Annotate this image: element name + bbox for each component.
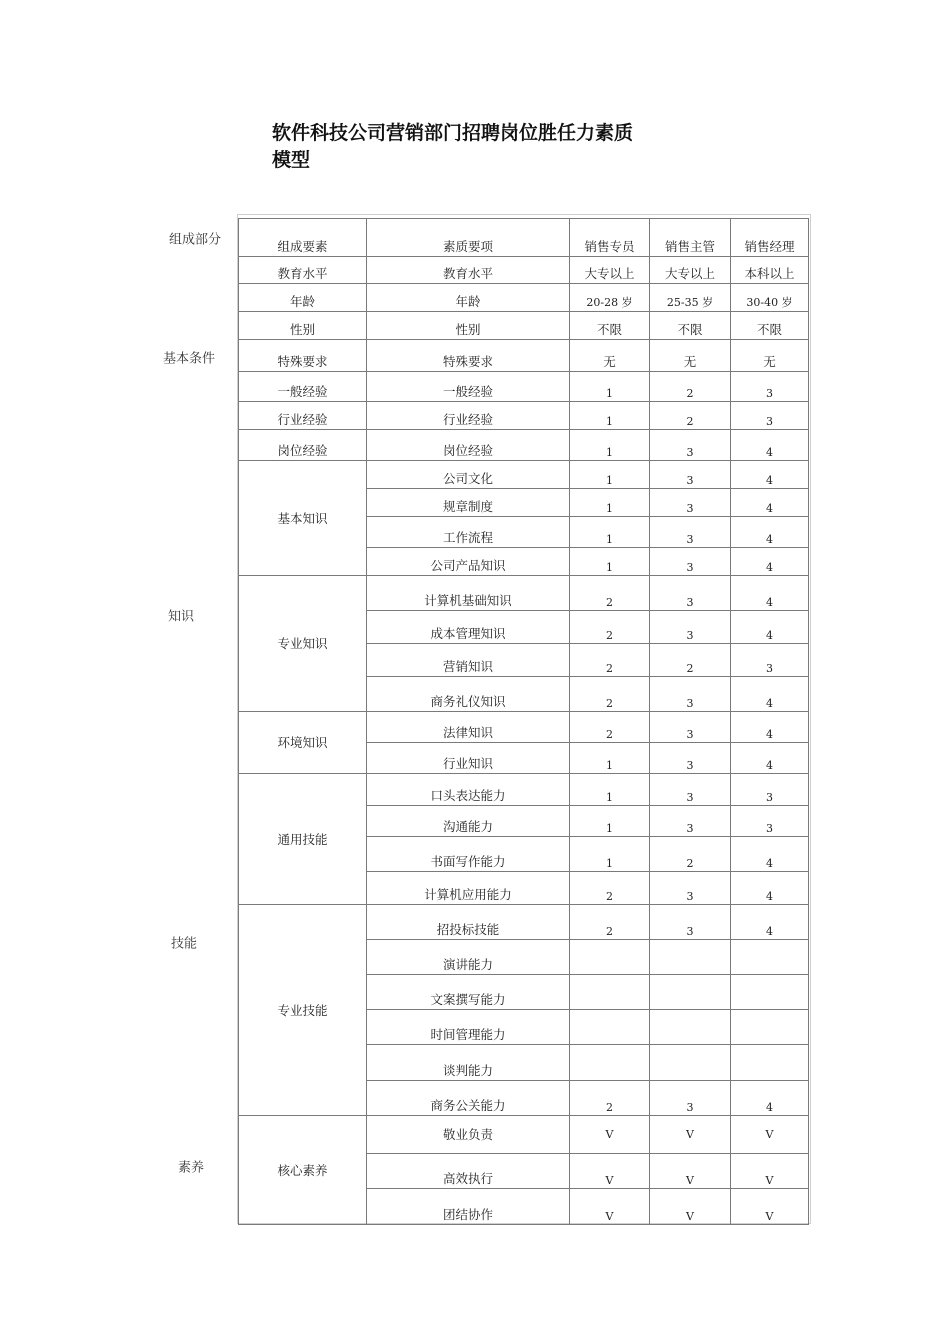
value-cell bbox=[570, 975, 650, 1010]
value-cell: 3 bbox=[650, 576, 731, 611]
value-cell: 3 bbox=[650, 905, 731, 940]
table-row bbox=[239, 461, 809, 489]
item-cell: 行业经验 bbox=[367, 402, 570, 430]
item-cell: 书面写作能力 bbox=[367, 837, 570, 872]
value-cell: 3 bbox=[650, 1081, 731, 1116]
value-cell: 25-35 岁 bbox=[650, 284, 731, 312]
value-cell: V bbox=[570, 1116, 650, 1154]
item-cell: 公司文化 bbox=[367, 461, 570, 489]
competency-table bbox=[238, 218, 809, 1225]
document-title bbox=[272, 120, 712, 174]
value-cell: 3 bbox=[731, 372, 809, 402]
value-cell: 20-28 岁 bbox=[570, 284, 650, 312]
value-cell: 4 bbox=[731, 517, 809, 548]
value-cell: 3 bbox=[650, 806, 731, 837]
value-cell: 2 bbox=[570, 712, 650, 743]
value-cell: 1 bbox=[570, 372, 650, 402]
value-cell bbox=[731, 1010, 809, 1045]
element-cell: 特殊要求 bbox=[239, 340, 367, 372]
value-cell: 3 bbox=[650, 712, 731, 743]
value-cell bbox=[731, 975, 809, 1010]
item-cell: 商务礼仪知识 bbox=[367, 677, 570, 712]
value-cell: 3 bbox=[731, 774, 809, 806]
table-row bbox=[239, 905, 809, 940]
item-cell: 高效执行 bbox=[367, 1154, 570, 1189]
element-cell: 一般经验 bbox=[239, 372, 367, 402]
value-cell: 3 bbox=[650, 548, 731, 576]
value-cell bbox=[570, 940, 650, 975]
section-label-basic: 基本条件 bbox=[162, 351, 216, 367]
value-cell: 1 bbox=[570, 489, 650, 517]
table-row bbox=[239, 712, 809, 743]
section-label-composition: 组成部分 bbox=[168, 232, 222, 248]
item-cell: 口头表达能力 bbox=[367, 774, 570, 806]
value-cell bbox=[570, 1045, 650, 1081]
value-cell: V bbox=[731, 1154, 809, 1189]
value-cell: 1 bbox=[570, 743, 650, 774]
value-cell: 3 bbox=[650, 489, 731, 517]
value-cell: 3 bbox=[650, 872, 731, 905]
value-cell: 4 bbox=[731, 489, 809, 517]
value-cell: 4 bbox=[731, 905, 809, 940]
section-label-quality: 素养 bbox=[177, 1160, 205, 1176]
item-cell: 团结协作 bbox=[367, 1189, 570, 1225]
value-cell: 3 bbox=[731, 644, 809, 677]
group-cell: 基本知识 bbox=[239, 461, 367, 576]
value-cell: V bbox=[731, 1116, 809, 1154]
value-cell bbox=[650, 1045, 731, 1081]
value-cell: 不限 bbox=[650, 312, 731, 340]
section-label-skills: 技能 bbox=[170, 936, 198, 952]
value-cell: 4 bbox=[731, 461, 809, 489]
item-cell: 沟通能力 bbox=[367, 806, 570, 837]
group-cell: 通用技能 bbox=[239, 774, 367, 905]
value-cell: 4 bbox=[731, 872, 809, 905]
value-cell: 不限 bbox=[731, 312, 809, 340]
value-cell: 1 bbox=[570, 837, 650, 872]
header-level-specialist: 销售专员 bbox=[570, 219, 650, 257]
table-row bbox=[239, 1116, 809, 1154]
table-row bbox=[239, 284, 809, 312]
value-cell: 2 bbox=[570, 611, 650, 644]
value-cell bbox=[731, 1045, 809, 1081]
item-cell: 计算机应用能力 bbox=[367, 872, 570, 905]
value-cell: 4 bbox=[731, 743, 809, 774]
item-cell: 谈判能力 bbox=[367, 1045, 570, 1081]
value-cell bbox=[650, 1010, 731, 1045]
item-cell: 法律知识 bbox=[367, 712, 570, 743]
value-cell: 2 bbox=[650, 644, 731, 677]
item-cell: 教育水平 bbox=[367, 257, 570, 284]
item-cell: 公司产品知识 bbox=[367, 548, 570, 576]
value-cell: 4 bbox=[731, 430, 809, 461]
item-cell: 计算机基础知识 bbox=[367, 576, 570, 611]
value-cell: 3 bbox=[650, 743, 731, 774]
group-cell: 专业知识 bbox=[239, 576, 367, 712]
item-cell: 文案撰写能力 bbox=[367, 975, 570, 1010]
value-cell: 4 bbox=[731, 548, 809, 576]
item-cell: 年龄 bbox=[367, 284, 570, 312]
item-cell: 规章制度 bbox=[367, 489, 570, 517]
item-cell: 行业知识 bbox=[367, 743, 570, 774]
table-row bbox=[239, 774, 809, 806]
item-cell: 时间管理能力 bbox=[367, 1010, 570, 1045]
section-label-knowledge: 知识 bbox=[167, 609, 195, 625]
value-cell: 4 bbox=[731, 712, 809, 743]
value-cell: 大专以上 bbox=[570, 257, 650, 284]
value-cell: 1 bbox=[570, 430, 650, 461]
value-cell: 2 bbox=[570, 1081, 650, 1116]
value-cell: 2 bbox=[570, 677, 650, 712]
header-item: 素质要项 bbox=[367, 219, 570, 257]
value-cell: 3 bbox=[731, 806, 809, 837]
value-cell: V bbox=[731, 1189, 809, 1225]
header-level-manager: 销售经理 bbox=[731, 219, 809, 257]
title-line-1: 软件科技公司营销部门招聘岗位胜任力素质 bbox=[272, 122, 634, 144]
value-cell: V bbox=[650, 1116, 731, 1154]
value-cell: 2 bbox=[650, 372, 731, 402]
title-line-2: 模型 bbox=[272, 149, 311, 171]
value-cell: 1 bbox=[570, 806, 650, 837]
value-cell: 3 bbox=[650, 677, 731, 712]
item-cell: 工作流程 bbox=[367, 517, 570, 548]
value-cell: 3 bbox=[650, 430, 731, 461]
value-cell bbox=[731, 940, 809, 975]
value-cell: 大专以上 bbox=[650, 257, 731, 284]
value-cell bbox=[650, 940, 731, 975]
value-cell: 1 bbox=[570, 402, 650, 430]
table-header-row bbox=[239, 219, 809, 257]
value-cell: 2 bbox=[650, 402, 731, 430]
value-cell: 无 bbox=[731, 340, 809, 372]
item-cell: 特殊要求 bbox=[367, 340, 570, 372]
value-cell: 1 bbox=[570, 517, 650, 548]
value-cell: 4 bbox=[731, 576, 809, 611]
value-cell: 无 bbox=[650, 340, 731, 372]
group-cell: 环境知识 bbox=[239, 712, 367, 774]
value-cell: 本科以上 bbox=[731, 257, 809, 284]
group-cell: 专业技能 bbox=[239, 905, 367, 1116]
value-cell bbox=[650, 975, 731, 1010]
table-row bbox=[239, 372, 809, 402]
value-cell: V bbox=[650, 1189, 731, 1225]
header-level-supervisor: 销售主管 bbox=[650, 219, 731, 257]
value-cell: V bbox=[570, 1189, 650, 1225]
value-cell: 无 bbox=[570, 340, 650, 372]
value-cell: 3 bbox=[731, 402, 809, 430]
element-cell: 行业经验 bbox=[239, 402, 367, 430]
element-cell: 岗位经验 bbox=[239, 430, 367, 461]
value-cell: 1 bbox=[570, 461, 650, 489]
value-cell: 3 bbox=[650, 611, 731, 644]
value-cell bbox=[570, 1010, 650, 1045]
item-cell: 敬业负责 bbox=[367, 1116, 570, 1154]
table-row bbox=[239, 576, 809, 611]
item-cell: 成本管理知识 bbox=[367, 611, 570, 644]
item-cell: 一般经验 bbox=[367, 372, 570, 402]
table-row bbox=[239, 312, 809, 340]
value-cell: 2 bbox=[570, 576, 650, 611]
table-row bbox=[239, 430, 809, 461]
value-cell: 3 bbox=[650, 461, 731, 489]
item-cell: 招投标技能 bbox=[367, 905, 570, 940]
table-row bbox=[239, 402, 809, 430]
item-cell: 营销知识 bbox=[367, 644, 570, 677]
table-row bbox=[239, 340, 809, 372]
value-cell: 4 bbox=[731, 1081, 809, 1116]
value-cell: 4 bbox=[731, 677, 809, 712]
value-cell: 不限 bbox=[570, 312, 650, 340]
item-cell: 商务公关能力 bbox=[367, 1081, 570, 1116]
element-cell: 性别 bbox=[239, 312, 367, 340]
table-row bbox=[239, 257, 809, 284]
value-cell: 1 bbox=[570, 548, 650, 576]
value-cell: 2 bbox=[570, 905, 650, 940]
value-cell: 3 bbox=[650, 517, 731, 548]
value-cell: 30-40 岁 bbox=[731, 284, 809, 312]
item-cell: 岗位经验 bbox=[367, 430, 570, 461]
value-cell: 4 bbox=[731, 837, 809, 872]
value-cell: V bbox=[570, 1154, 650, 1189]
value-cell: 4 bbox=[731, 611, 809, 644]
element-cell: 教育水平 bbox=[239, 257, 367, 284]
item-cell: 演讲能力 bbox=[367, 940, 570, 975]
value-cell: V bbox=[650, 1154, 731, 1189]
value-cell: 1 bbox=[570, 774, 650, 806]
header-element: 组成要素 bbox=[239, 219, 367, 257]
value-cell: 2 bbox=[570, 644, 650, 677]
element-cell: 年龄 bbox=[239, 284, 367, 312]
group-cell: 核心素养 bbox=[239, 1116, 367, 1225]
value-cell: 2 bbox=[570, 872, 650, 905]
item-cell: 性别 bbox=[367, 312, 570, 340]
value-cell: 2 bbox=[650, 837, 731, 872]
value-cell: 3 bbox=[650, 774, 731, 806]
